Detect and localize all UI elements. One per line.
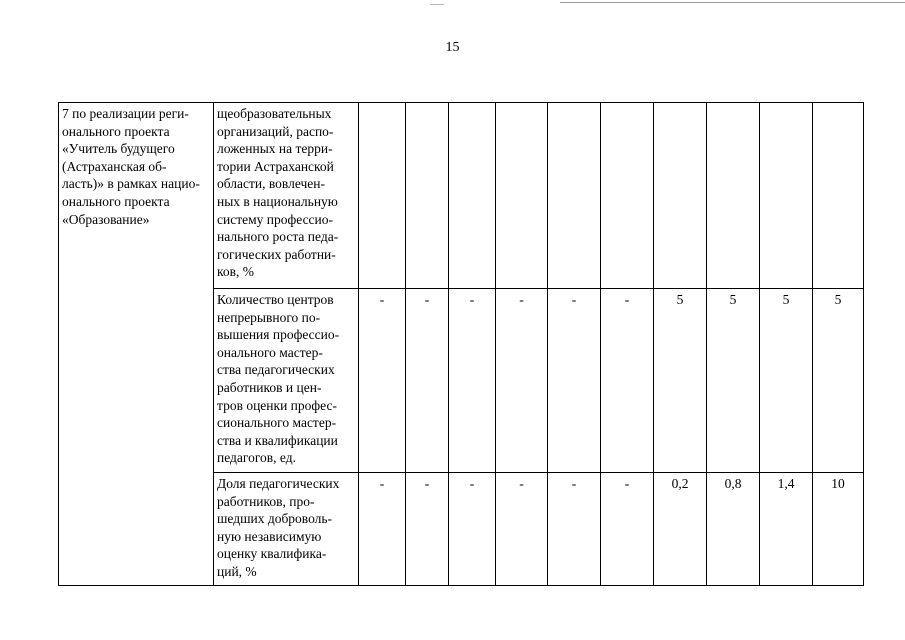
program-text: 7 по реализации реги- онального проекта «Учитель будущего (Астраханская об- ласть)» в рамках нацио- онального проекта «Образование» [62, 106, 200, 227]
value-cell [654, 103, 707, 289]
value-cell: 5 [707, 289, 760, 473]
value-cell: 5 [813, 289, 864, 473]
indicator-text: Доля педагогических работников, про- шедших доброволь- ную независимую оценку квалифика- ций, % [217, 476, 340, 579]
value-cell: - [359, 473, 406, 586]
indicator-cell [214, 103, 359, 289]
value-cell: 5 [760, 289, 813, 473]
value-cell: - [601, 473, 654, 586]
page-number: 15 [445, 40, 460, 55]
value-cell: - [496, 289, 548, 473]
value-cell [496, 103, 548, 289]
value-cell: 0,8 [707, 473, 760, 586]
value-cell: - [601, 289, 654, 473]
value-cell [760, 103, 813, 289]
value-cell: 5 [654, 289, 707, 473]
value-cell: - [449, 289, 496, 473]
indicator-cell [214, 473, 359, 586]
value-cell: 1,4 [760, 473, 813, 586]
table-row [59, 103, 864, 289]
indicator-cell [214, 289, 359, 473]
value-cell [449, 103, 496, 289]
value-cell: - [406, 473, 449, 586]
value-cell: 0,2 [654, 473, 707, 586]
value-cell: 10 [813, 473, 864, 586]
value-cell [707, 103, 760, 289]
value-cell: - [449, 473, 496, 586]
value-cell: - [496, 473, 548, 586]
value-cell [813, 103, 864, 289]
value-cell [548, 103, 601, 289]
program-cell [59, 103, 214, 586]
value-cell [601, 103, 654, 289]
value-cell [359, 103, 406, 289]
scan-edge-line [560, 2, 905, 3]
indicators-table [58, 102, 864, 586]
value-cell: - [548, 289, 601, 473]
scan-mark [430, 4, 444, 5]
indicator-text: щеобразовательных организаций, распо- ложенных на терри- тории Астраханской области, вовлечен- ных в национальную систему профессио- нального роста педа- гогических работни- ков, % [217, 106, 339, 280]
value-cell [406, 103, 449, 289]
value-cell: - [548, 473, 601, 586]
indicator-text: Количество центров непрерывного по- вышения профессио- онального мастер- ства педагогических работников и цен- тров оценки профес- сионального мастер- ства и квалификации педагогов, ед. [217, 292, 340, 466]
value-cell: - [406, 289, 449, 473]
value-cell: - [359, 289, 406, 473]
